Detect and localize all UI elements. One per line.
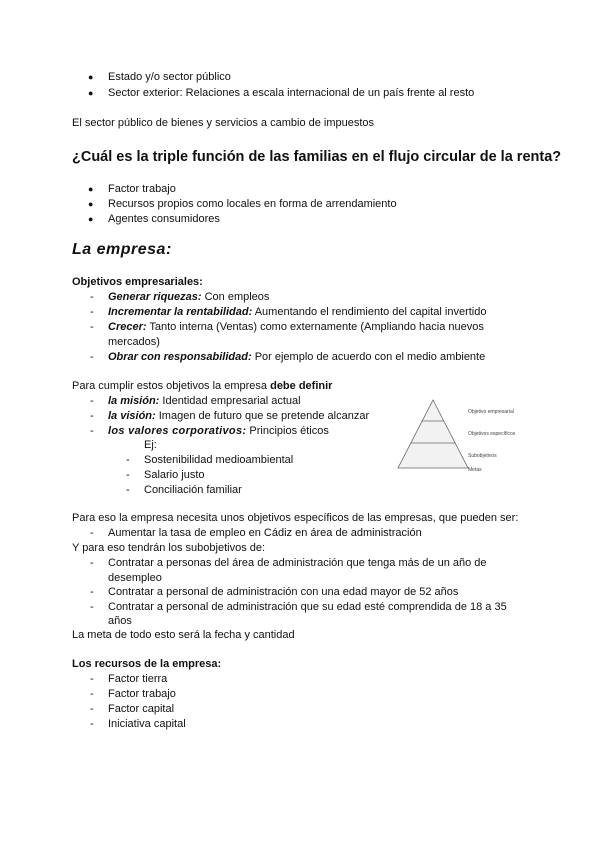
list-item: Contratar a personal de administración que su edad esté comprendida de 18 a 35: [108, 601, 507, 613]
dash-marker: -: [90, 703, 94, 715]
list-item: Sector exterior: Relaciones a escala internacional de un país frente al resto: [108, 87, 475, 99]
question-heading: ¿Cuál es la triple función de las familias en el flujo circular de la renta?: [72, 149, 562, 165]
lead-text: Para cumplir estos objetivos la empresa: [72, 380, 271, 392]
list-item: Conciliación familiar: [144, 484, 242, 496]
pyramid-label: Objetivo empresarial: [468, 409, 514, 415]
paragraph: Para eso la empresa necesita unos objetivos específicos de las empresas, que pueden ser:: [72, 512, 519, 524]
description: Con empleos: [201, 291, 270, 303]
dash-marker: -: [90, 291, 94, 303]
term: la visión:: [108, 410, 156, 422]
list-item: [108, 394, 301, 409]
example-label: Ej:: [144, 439, 157, 451]
dash-marker: -: [90, 527, 94, 539]
dash-marker: -: [90, 321, 94, 333]
dash-marker: -: [90, 688, 94, 700]
section-heading: La empresa:: [72, 241, 172, 258]
bullet-dot: ●: [88, 199, 94, 209]
description: Imagen de futuro que se pretende alcanzar: [155, 410, 370, 422]
lead-bold: debe definir: [270, 380, 333, 392]
list-item: Sostenibilidad medioambiental: [144, 454, 294, 466]
term: la misión:: [108, 395, 160, 407]
list-item: [108, 409, 369, 424]
list-item: Agentes consumidores: [108, 213, 220, 225]
list-item: Salario justo: [144, 469, 205, 481]
list-item: Aumentar la tasa de empleo en Cádiz en área de administración: [108, 527, 422, 539]
paragraph: La meta de todo esto será la fecha y cantidad: [72, 629, 295, 641]
objectives-heading: Objetivos empresariales:: [72, 276, 203, 288]
list-item: [108, 320, 484, 335]
dash-marker: -: [90, 601, 94, 613]
list-item: Contratar a personal de administración con una edad mayor de 52 años: [108, 586, 459, 598]
paragraph: El sector público de bienes y servicios a cambio de impuestos: [72, 117, 375, 129]
bullet-dot: ●: [88, 184, 94, 194]
description: Principios éticos: [246, 425, 329, 437]
list-item: Contratar a personas del área de administración que tenga más de un año de: [108, 557, 487, 569]
pyramid-label: Metas: [468, 467, 482, 473]
description: Por ejemplo de acuerdo con el medio ambiente: [251, 351, 486, 363]
term: los valores corporativos:: [108, 425, 247, 437]
list-item-continuation: mercados): [108, 336, 160, 348]
term: Incrementar la rentabilidad:: [108, 306, 253, 318]
paragraph: [72, 379, 332, 394]
list-item-continuation: años: [108, 615, 132, 627]
dash-marker: -: [90, 718, 94, 730]
list-item: [108, 350, 485, 365]
description: Aumentando el rendimiento del capital invertido: [252, 306, 487, 318]
pyramid-outline: [398, 400, 468, 468]
list-item: Factor tierra: [108, 673, 168, 685]
paragraph: Y para eso tendrán los subobjetivos de:: [72, 542, 266, 554]
dash-marker: -: [90, 673, 94, 685]
dash-marker: -: [90, 425, 94, 437]
dash-marker: -: [90, 410, 94, 422]
list-item: [108, 424, 329, 439]
bullet-dot: ●: [88, 88, 94, 98]
pyramid-label: Objetivos específicos: [468, 431, 516, 437]
list-item: Factor capital: [108, 703, 175, 715]
dash-marker: -: [90, 351, 94, 363]
pyramid-label: Subobjetivos: [468, 453, 497, 459]
list-item: Recursos propios como locales en forma de arrendamiento: [108, 198, 397, 210]
description: Identidad empresarial actual: [159, 395, 301, 407]
bullet-dot: ●: [88, 72, 94, 82]
dash-marker: -: [126, 454, 130, 466]
list-item: Estado y/o sector público: [108, 71, 231, 83]
term: Obrar con responsabilidad:: [108, 351, 252, 363]
term: Crecer:: [108, 321, 147, 333]
list-item: Factor trabajo: [108, 688, 176, 700]
list-item: [108, 290, 269, 305]
dash-marker: -: [90, 395, 94, 407]
dash-marker: -: [126, 484, 130, 496]
dash-marker: -: [90, 557, 94, 569]
list-item: Iniciativa capital: [108, 718, 186, 730]
bullet-dot: ●: [88, 214, 94, 224]
dash-marker: -: [126, 469, 130, 481]
dash-marker: -: [90, 586, 94, 598]
description: Tanto interna (Ventas) como externamente (Ampliando hacia nuevos: [146, 321, 484, 333]
list-item: Factor trabajo: [108, 183, 176, 195]
resources-heading: Los recursos de la empresa:: [72, 658, 222, 670]
dash-marker: -: [90, 306, 94, 318]
term: Generar riquezas:: [108, 291, 202, 303]
list-item: [108, 305, 486, 320]
list-item-continuation: desempleo: [108, 572, 162, 584]
